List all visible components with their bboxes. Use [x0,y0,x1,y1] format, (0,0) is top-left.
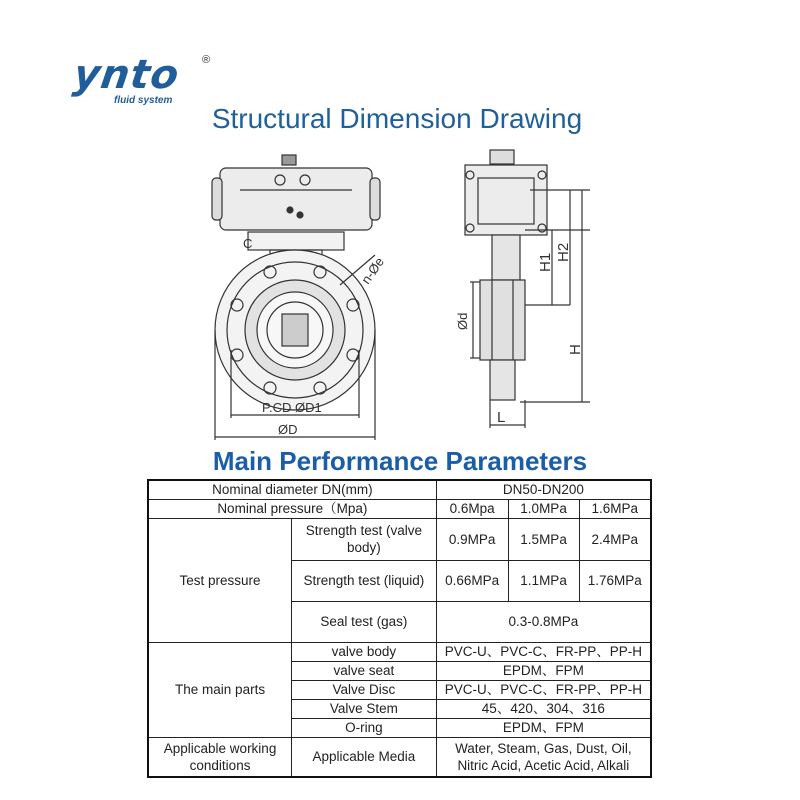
cell: 0.3-0.8MPa [436,601,651,642]
cell: 0.6Mpa [436,499,508,518]
table-row [148,518,651,560]
table-row [148,737,651,777]
test-pressure-label: Test pressure [148,518,292,642]
cell: 1.6MPa [579,499,651,518]
logo-tagline: fluid system [114,95,173,106]
label-h1: H1 [537,252,554,272]
row-label: Strength test (liquid) [292,560,437,601]
label-h: H [567,344,584,355]
nominal-diameter-label: Nominal diameter DN(mm) [148,480,436,499]
nominal-pressure-label: Nominal pressure（Mpa) [148,499,436,518]
row-label: Valve Stem [292,699,437,718]
label-outer-d: ØD [278,422,298,437]
cell: 0.9MPa [436,518,508,560]
side-view [455,150,590,428]
row-label: valve body [292,642,437,661]
cell: 45、420、304、316 [436,699,651,718]
cell: PVC-U、PVC-C、FR-PP、PP-H [436,680,651,699]
cell: PVC-U、PVC-C、FR-PP、PP-H [436,642,651,661]
row-label: Strength test (valve body) [292,518,437,560]
params-title: Main Performance Parameters [212,446,588,476]
cell: EPDM、FPM [436,661,651,680]
label-bolt-holes: n-Øe [358,254,388,287]
cell: EPDM、FPM [436,718,651,737]
parameters-table [147,479,652,778]
table-row [148,499,651,518]
label-pcd: P.CD ØD1 [262,400,322,415]
drawing-title: Structural Dimension Drawing [211,103,583,134]
cell: 0.66MPa [436,560,508,601]
row-label: Valve Disc [292,680,437,699]
cell: 1.1MPa [508,560,579,601]
cell: 1.5MPa [508,518,579,560]
label-inner-d: Ød [455,312,470,330]
row-label: valve seat [292,661,437,680]
main-parts-label: The main parts [148,642,292,737]
table-row [148,480,651,499]
label-h2: H2 [555,242,572,262]
working-conditions-label: Applicable working conditions [148,737,292,777]
registered-mark: ® [202,54,211,66]
row-label: Applicable Media [292,737,437,777]
label-l: L [497,409,506,426]
cell: 2.4MPa [579,518,651,560]
table-row [148,642,651,661]
cell: 1.76MPa [579,560,651,601]
logo-wordmark: ynto [70,52,183,98]
nominal-diameter-value: DN50-DN200 [436,480,651,499]
row-label: Seal test (gas) [292,601,437,642]
front-view [212,155,387,440]
row-label: O-ring [292,718,437,737]
cell: 1.0MPa [508,499,579,518]
cell: Water, Steam, Gas, Dust, Oil, Nitric Acid, Acetic Acid, Alkali [436,737,651,777]
label-c: C [243,236,253,251]
